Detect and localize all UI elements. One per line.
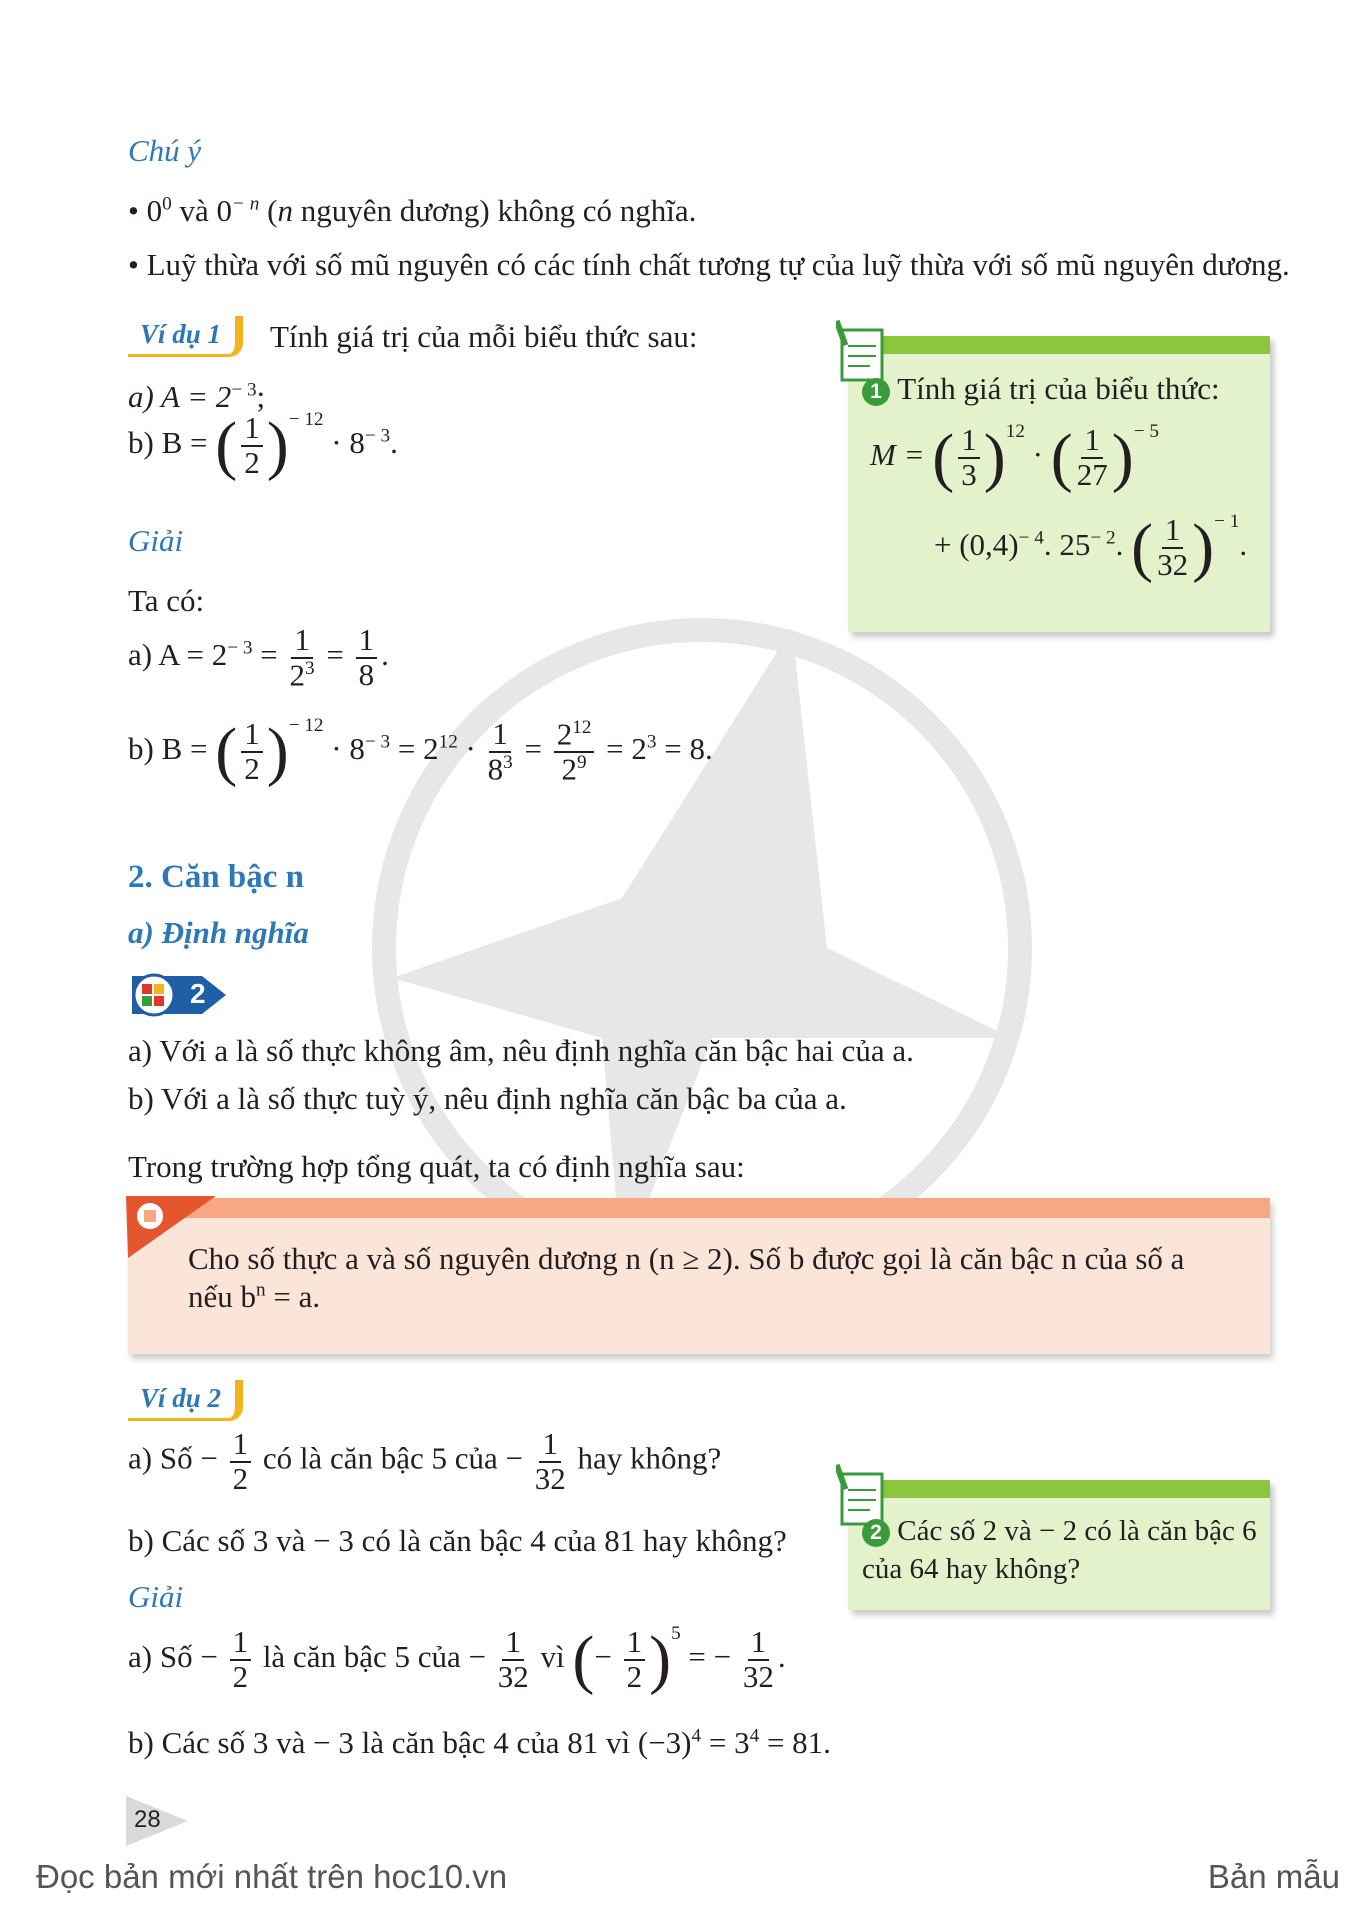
example-1-part-b: b) B = ( $\frac{1}{2}$ )$^{- 12} \cdot 8^{- 3}$. — [128, 408, 398, 482]
general-statement: Trong trường hợp tổng quát, ta có định nghĩa sau: — [128, 1149, 745, 1184]
example-1-prompt: Tính giá trị của mỗi biểu thức sau: — [270, 319, 698, 354]
activity-2-number: 2 — [190, 978, 206, 1009]
practice-1-title: 1 Tính giá trị của biểu thức: — [862, 370, 1220, 407]
practice-1-number: 1 — [862, 378, 890, 406]
note-bullet-1: • $0^0$ và $0^{- n}$ (n nguyên dương) không có nghĩa. — [128, 193, 697, 228]
note-title: Chú ý — [128, 133, 202, 168]
example-2-question-b: b) Các số 3 và − 3 có là căn bậc 4 của 81 hay không? — [128, 1523, 787, 1558]
example-1-tag: Ví dụ 1 — [128, 316, 243, 357]
activity-2-question-a: a) Với a là số thực không âm, nêu định nghĩa căn bậc hai của a. — [128, 1033, 914, 1068]
practice-1-expression-line-1: M = ( $\frac{1}{3}$ )$^{12}$ · ( $\frac{1}{27}$ )$^{- 5}$ — [870, 420, 1159, 494]
example-2-tag: Ví dụ 2 — [128, 1380, 243, 1421]
activity-cube-icon — [128, 972, 232, 1018]
example-1-solution-a: a) $A = 2^{- 3}$ = $\frac{1}{2^3}$ = $\frac{1}{8}$ . — [128, 622, 389, 692]
practice-2-line-1: 2 Các số 2 và − 2 có là căn bậc 6 — [862, 1514, 1257, 1549]
example-2-question-a: a) Số − $\frac{1}{2}$ có là căn bậc 5 của − $\frac{1}{32}$ hay không? — [128, 1426, 722, 1496]
example-1-solution-label: Giải — [128, 523, 184, 558]
page-number: 28 — [134, 1806, 161, 1833]
footer-right-text: Bản mẫu — [1207, 1858, 1340, 1895]
section-2-subheading: a) Định nghĩa — [128, 915, 309, 950]
footer-left-text: Đọc bản mới nhất trên hoc10.vn — [36, 1858, 508, 1895]
example-2-solution-label: Giải — [128, 1579, 184, 1614]
practice-2-line-2: của 64 hay không? — [862, 1553, 1081, 1585]
example-2-solution-b: b) Các số 3 và − 3 là căn bậc 4 của 81 vì $(-3)^4 = 3^4 = 81$. — [128, 1725, 831, 1760]
example-1-ta-co: Ta có: — [128, 583, 205, 618]
example-1-part-a: a) $A = 2^{- 3}$; — [128, 379, 266, 414]
example-1-solution-b: b) B = ( $\frac{1}{2}$ )$^{- 12} \cdot 8^{- 3} = 2^{12}$ · $\frac{1}{8^3}$ = $\frac{2^{12}}{2^9}$ = $2^3 = 8$. — [128, 714, 713, 788]
activity-2-question-b: b) Với a là số thực tuỳ ý, nêu định nghĩa căn bậc ba của a. — [128, 1081, 847, 1116]
example-2-solution-a: a) Số − $\frac{1}{2}$ là căn bậc 5 của − $\frac{1}{32}$ vì (− $\frac{1}{2}$ )$^5$ = − $\frac{1}{32}$ . — [128, 1622, 786, 1696]
practice-1-expression-line-2: + $(0,4)^{- 4}$. $25^{- 2}$. ( $\frac{1}{32}$ )$^{- 1}$. — [934, 510, 1248, 584]
practice-2-number: 2 — [862, 1519, 890, 1547]
activity-2-badge — [128, 972, 232, 1018]
definition-line-2: nếu $b^n = a$. — [188, 1279, 321, 1314]
definition-line-1: Cho số thực a và số nguyên dương n (n ≥ 2). Số b được gọi là căn bậc n của số a — [188, 1241, 1185, 1276]
section-2-heading: 2. Căn bậc n — [128, 859, 305, 895]
note-bullet-2: • Luỹ thừa với số mũ nguyên có các tính chất tương tự của luỹ thừa với số mũ nguyên dương. — [128, 247, 1290, 282]
